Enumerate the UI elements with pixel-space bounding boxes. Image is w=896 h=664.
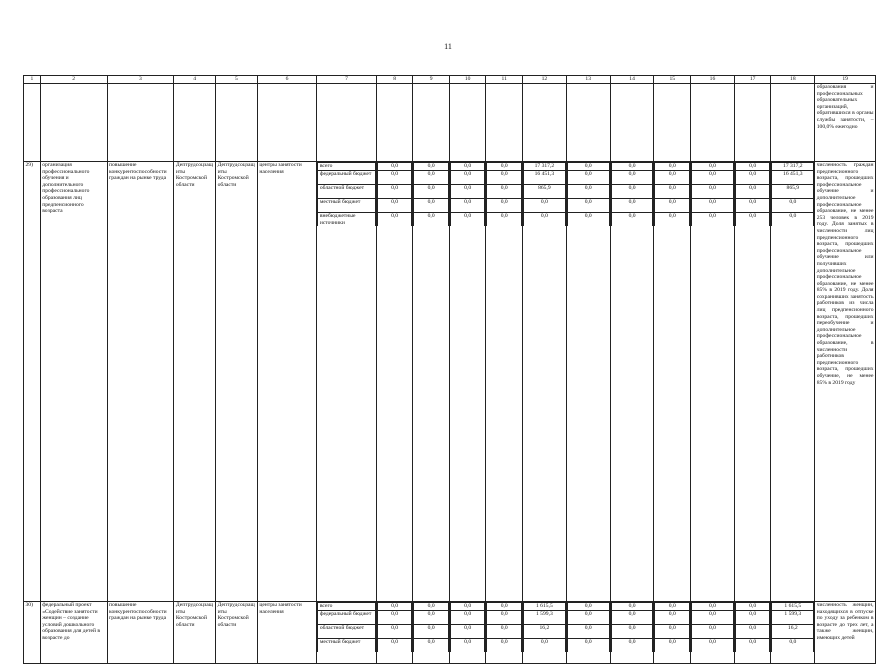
funding-value: 0,0 (450, 611, 485, 625)
funding-value: 0,0 (377, 213, 412, 227)
funding-value: 1 615,5 (772, 603, 814, 611)
funding-value: 0,0 (692, 171, 734, 185)
value-column-12 (522, 602, 566, 664)
table-row-29 (24, 162, 876, 602)
participants: центры занятости населения (257, 602, 317, 664)
funding-value: 0,0 (655, 199, 690, 213)
funding-value: 0,0 (567, 185, 609, 199)
funding-value: 0,0 (414, 639, 449, 653)
value-column-9 (413, 162, 450, 602)
funding-value: 0,0 (487, 603, 522, 611)
header-col-19: 19 (815, 76, 876, 84)
funding-value: 865,9 (772, 185, 814, 199)
funding-value: 0,0 (523, 199, 565, 213)
funding-value: 0,0 (611, 603, 653, 611)
funding-source-label: федеральный бюджет (318, 171, 376, 185)
funding-value: 0,0 (414, 185, 449, 199)
funding-value: 16,2 (772, 625, 814, 639)
funding-value: 0,0 (735, 185, 770, 199)
funding-value: 0,0 (611, 611, 653, 625)
funding-value: 0,0 (450, 603, 485, 611)
funding-source-label: федеральный бюджет (318, 611, 376, 625)
value-column-13 (566, 162, 610, 602)
responsible-executor: Дептрудсоцзащиты Костромской области (174, 602, 216, 664)
funding-value: 0,0 (487, 213, 522, 227)
funding-value: 0,0 (377, 185, 412, 199)
co-executor: Дептрудсоцзащиты Костромской области (216, 602, 258, 664)
value-column-11 (486, 162, 523, 602)
value-column-8 (376, 602, 413, 664)
funding-value: 0,0 (377, 611, 412, 625)
funding-value: 0,0 (567, 639, 609, 653)
value-column-10 (449, 162, 486, 602)
header-col-6: 6 (257, 76, 317, 84)
funding-value: 17 317,2 (772, 163, 814, 171)
funding-value: 0,0 (450, 625, 485, 639)
responsible-executor: Дептрудсоцзащиты Костромской области (174, 162, 216, 602)
funding-value: 0,0 (450, 171, 485, 185)
value-column-13 (566, 602, 610, 664)
funding-value: 0,0 (414, 213, 449, 227)
funding-source-column (317, 602, 377, 664)
funding-value: 0,0 (735, 199, 770, 213)
header-col-4: 4 (174, 76, 216, 84)
value-column-18 (771, 602, 815, 664)
funding-value: 0,0 (692, 603, 734, 611)
funding-value: 0,0 (567, 625, 609, 639)
value-column-17 (734, 602, 771, 664)
funding-value: 0,0 (735, 163, 770, 171)
funding-value: 0,0 (655, 625, 690, 639)
header-col-14: 14 (610, 76, 654, 84)
funding-value: 0,0 (692, 185, 734, 199)
value-column-12 (522, 162, 566, 602)
funding-value: 0,0 (655, 603, 690, 611)
funding-source-column (317, 162, 377, 602)
header-col-17: 17 (734, 76, 771, 84)
funding-value: 0,0 (414, 163, 449, 171)
participants: центры занятости населения (257, 162, 317, 602)
funding-value: 865,9 (523, 185, 565, 199)
measure-goal: повышение конкурентоспособности граждан на рынке труда (107, 602, 174, 664)
program-table (23, 75, 876, 664)
header-col-16: 16 (691, 76, 735, 84)
funding-value: 0,0 (487, 185, 522, 199)
funding-value: 0,0 (567, 171, 609, 185)
funding-value: 0,0 (611, 625, 653, 639)
funding-value: 0,0 (692, 213, 734, 227)
value-column-15 (654, 162, 691, 602)
funding-value: 0,0 (735, 611, 770, 625)
header-col-11: 11 (486, 76, 523, 84)
funding-value: 0,0 (487, 199, 522, 213)
funding-value: 0,0 (377, 625, 412, 639)
funding-value: 0,0 (772, 639, 814, 653)
funding-value: 0,0 (414, 611, 449, 625)
funding-source-label: местный бюджет (318, 199, 376, 213)
header-col-9: 9 (413, 76, 450, 84)
value-column-14 (610, 162, 654, 602)
value-column-17 (734, 162, 771, 602)
funding-source-label: всего (318, 163, 376, 171)
funding-value: 0,0 (735, 171, 770, 185)
table-row-30 (24, 602, 876, 664)
co-executor: Дептрудсоцзащиты Костромской области (216, 162, 258, 602)
funding-value: 0,0 (692, 199, 734, 213)
value-column-16 (691, 602, 735, 664)
funding-value: 17 317,2 (523, 163, 565, 171)
header-col-2: 2 (40, 76, 107, 84)
funding-value: 0,0 (567, 603, 609, 611)
funding-value: 0,0 (611, 213, 653, 227)
funding-value: 16 451,3 (523, 171, 565, 185)
funding-value: 0,0 (487, 163, 522, 171)
continuation-result: образования и профессиональных образовательных организаций, обратившихся в органы службы занятости, – 100,0% ежегодно (815, 84, 876, 162)
value-column-18 (771, 162, 815, 602)
funding-value: 0,0 (523, 639, 565, 653)
funding-source-label: областной бюджет (318, 625, 376, 639)
target-indicator: численность граждан предпенсионного возраста, прошедших профессиональное обучение и дополнительное профессиональное образование, не менее 253 человек в 2019 году. Доля занятых в численности лиц предпенсионного возраста, прошедших профессиональное обучение или получивших дополнительное профессиональное образование, не менее 85% в 2019 году. Доля сохранивших занятость работников из числа лиц предпенсионного возраста, прошедших переобучение и дополнительное профессиональное образование, в численности работников предпенсионного возраста, прошедших обучение, не менее 85% в 2019 году (815, 162, 876, 602)
funding-value: 0,0 (450, 639, 485, 653)
funding-value: 0,0 (450, 199, 485, 213)
header-col-13: 13 (566, 76, 610, 84)
funding-value: 0,0 (377, 603, 412, 611)
funding-value: 0,0 (567, 213, 609, 227)
funding-value: 0,0 (567, 199, 609, 213)
row-number: 30) (24, 602, 41, 664)
funding-value: 0,0 (772, 199, 814, 213)
funding-source-label: внебюджетные источники (318, 213, 376, 227)
header-col-10: 10 (449, 76, 486, 84)
funding-value: 0,0 (692, 163, 734, 171)
value-column-9 (413, 602, 450, 664)
funding-source-label: местный бюджет (318, 639, 376, 653)
funding-value: 0,0 (567, 163, 609, 171)
funding-value: 0,0 (414, 199, 449, 213)
funding-value: 0,0 (735, 625, 770, 639)
funding-value: 0,0 (487, 611, 522, 625)
funding-value: 0,0 (414, 171, 449, 185)
funding-value: 0,0 (487, 171, 522, 185)
funding-value: 0,0 (655, 185, 690, 199)
page-number: 11 (444, 42, 452, 51)
value-column-11 (486, 602, 523, 664)
header-col-3: 3 (107, 76, 174, 84)
header-col-1: 1 (24, 76, 41, 84)
funding-value: 0,0 (611, 639, 653, 653)
value-column-10 (449, 602, 486, 664)
funding-value: 16,2 (523, 625, 565, 639)
funding-value: 0,0 (611, 199, 653, 213)
target-indicator: численность женщин, находящихся в отпуске по уходу за ребенком в возрасте до трех лет, а также женщин, имеющих детей (815, 602, 876, 664)
funding-source-label: всего (318, 603, 376, 611)
funding-value: 0,0 (487, 625, 522, 639)
value-column-8 (376, 162, 413, 602)
funding-value: 0,0 (655, 639, 690, 653)
funding-value: 0,0 (655, 163, 690, 171)
funding-value: 1 599,3 (772, 611, 814, 625)
header-col-7: 7 (317, 76, 377, 84)
funding-value: 0,0 (655, 213, 690, 227)
funding-value: 0,0 (377, 171, 412, 185)
funding-value: 0,0 (487, 639, 522, 653)
funding-value: 0,0 (377, 199, 412, 213)
funding-value: 0,0 (377, 163, 412, 171)
measure-name: организация профессионального обучения и дополнительного профессионального образования лиц предпенсионного возраста (40, 162, 107, 602)
funding-value: 0,0 (450, 163, 485, 171)
row-number: 29) (24, 162, 41, 602)
funding-value: 1 599,3 (523, 611, 565, 625)
funding-value: 0,0 (655, 171, 690, 185)
value-column-16 (691, 162, 735, 602)
value-column-14 (610, 602, 654, 664)
header-col-12: 12 (522, 76, 566, 84)
funding-value: 0,0 (414, 625, 449, 639)
funding-value: 0,0 (735, 639, 770, 653)
table-row-continuation (24, 84, 876, 162)
funding-value: 1 615,5 (523, 603, 565, 611)
header-col-8: 8 (376, 76, 413, 84)
funding-value: 0,0 (450, 185, 485, 199)
funding-value: 0,0 (523, 213, 565, 227)
funding-value: 0,0 (692, 625, 734, 639)
funding-value: 0,0 (567, 611, 609, 625)
header-col-15: 15 (654, 76, 691, 84)
funding-value: 0,0 (692, 639, 734, 653)
measure-name: федеральный проект «Содействие занятости женщин – создание условий дошкольного образования для детей в возрасте до (40, 602, 107, 664)
funding-value: 0,0 (655, 611, 690, 625)
funding-value: 0,0 (611, 163, 653, 171)
value-column-15 (654, 602, 691, 664)
funding-value: 0,0 (377, 639, 412, 653)
funding-value: 0,0 (772, 213, 814, 227)
funding-value: 0,0 (611, 185, 653, 199)
funding-value: 16 451,3 (772, 171, 814, 185)
header-col-5: 5 (216, 76, 258, 84)
header-row (24, 76, 876, 84)
funding-value: 0,0 (414, 603, 449, 611)
funding-value: 0,0 (450, 213, 485, 227)
funding-value: 0,0 (735, 213, 770, 227)
funding-value: 0,0 (692, 611, 734, 625)
funding-value: 0,0 (611, 171, 653, 185)
measure-goal: повышение конкурентоспособности граждан на рынке труда (107, 162, 174, 602)
funding-value: 0,0 (735, 603, 770, 611)
funding-source-label: областной бюджет (318, 185, 376, 199)
header-col-18: 18 (771, 76, 815, 84)
